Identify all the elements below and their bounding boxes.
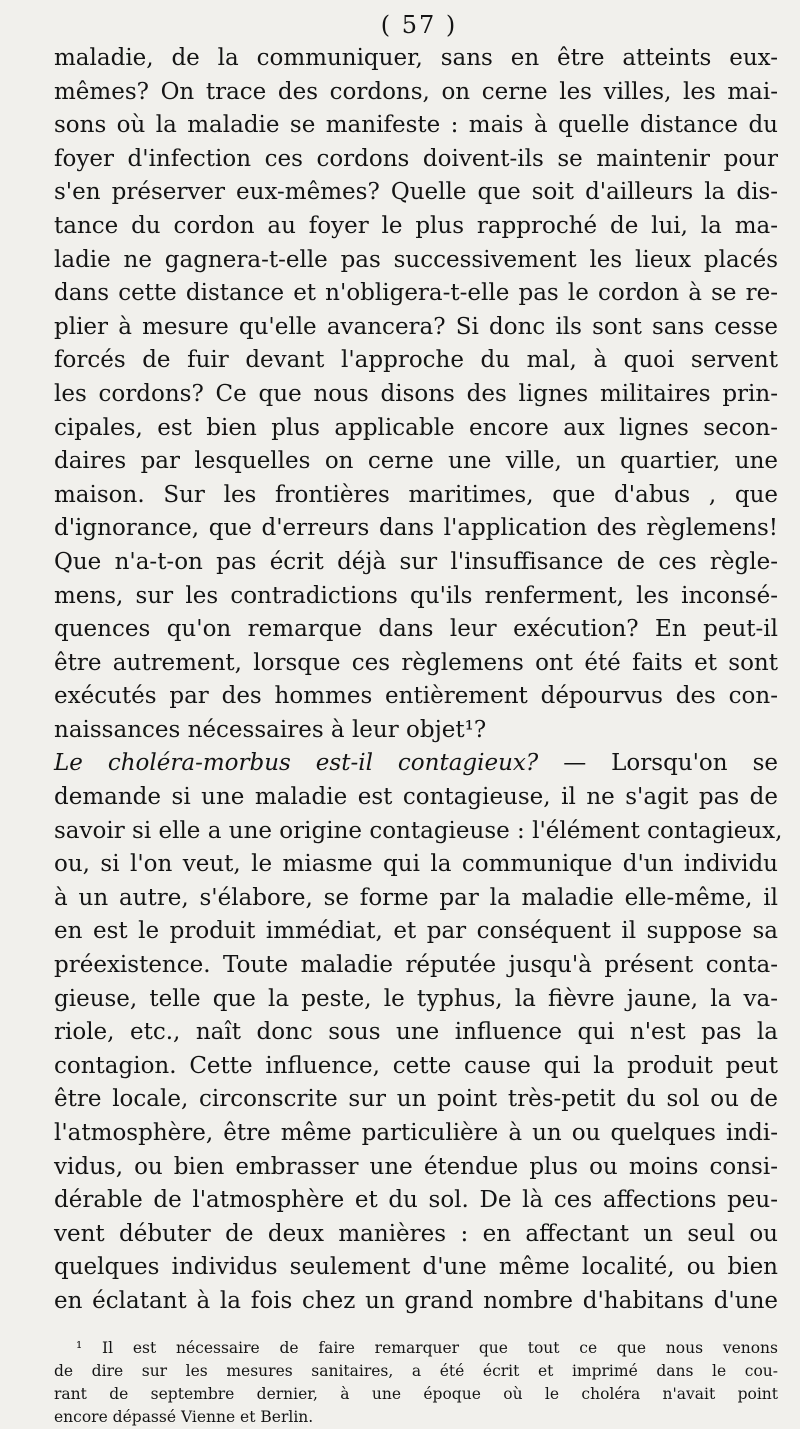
text-line: savoir si elle a une origine contagieuse : l'élément contagieux, [54,817,783,844]
footnote-line: encore dépassé Vienne et Berlin. [54,1407,314,1426]
text-line: forcés de fuir devant l'approche du mal, à quoi servent [54,347,778,374]
text-line: dans cette distance et n'obligera-t-elle pas le cordon à se re- [54,280,778,307]
text-line: dérable de l'atmosphère et du sol. De là ces affections peu- [54,1187,778,1214]
text-line: sons où la maladie se manifeste : mais à quelle distance du [54,112,778,139]
text-line: cipales, est bien plus applicable encore aux lignes secon- [54,414,778,441]
text-line: exécutés par des hommes entièrement dépourvus des con- [54,683,778,710]
text-line: vidus, ou bien embrasser une étendue plus ou moins consi- [54,1153,778,1180]
text-line: contagion. Cette influence, cette cause qui la produit peut [54,1052,778,1079]
text-line: maladie, de la communiquer, sans en être atteints eux- [54,45,778,71]
footnote-line: de dire sur les mesures sanitaires, a été écrit et imprimé dans le cou- [54,1361,778,1380]
footnote-line: ¹ Il est nécessaire de faire remarquer que tout ce que nous venons [76,1338,778,1357]
text-line: quelques individus seulement d'une même localité, ou bien [54,1254,778,1281]
text-line: en éclatant à la fois chez un grand nombre d'habitans d'une [54,1287,778,1314]
text-line: riole, etc., naît donc sous une influence qui n'est pas la [54,1019,778,1046]
text-line: quences qu'on remarque dans leur exécution? En peut-il [54,616,778,643]
text-line: d'ignorance, que d'erreurs dans l'application des règlemens! [54,515,778,542]
footnote [54,1337,778,1429]
text-line: être locale, circonscrite sur un point très-petit du sol ou de [54,1086,778,1113]
text-line: l'atmosphère, être même particulière à un ou quelques indi- [54,1120,778,1146]
body-text [54,42,783,1319]
text-line: les cordons? Ce que nous disons des lignes militaires prin- [54,380,778,407]
text-line: demande si une maladie est contagieuse, il ne s'agit pas de [54,784,778,811]
text-line: vent débuter de deux manières : en affectant un seul ou [54,1220,778,1247]
text-line: s'en préserver eux-mêmes? Quelle que soit d'ailleurs la dis- [54,179,778,206]
text-line: à un autre, s'élabore, se forme par la maladie elle-même, il [54,884,778,911]
text-line: daires par lesquelles on cerne une ville, un quartier, une [54,448,778,475]
text-line: être autrement, lorsque ces règlemens ont été faits et sont [54,649,778,676]
text-line: maison. Sur les frontières maritimes, que d'abus , que [54,481,778,508]
section-heading-line [54,747,778,781]
text-line: tance du cordon au foyer le plus rapproché de lui, la ma- [54,212,778,239]
heading-continuation: — Lorsqu'on se [538,750,778,777]
text-line: plier à mesure qu'elle avancera? Si donc ils sont sans cesse [54,313,778,340]
footnote-line: rant de septembre dernier, à une époque où le choléra n'avait point [54,1384,778,1403]
text-line: gieuse, telle que la peste, le typhus, la fièvre jaune, la va- [54,985,778,1012]
page-number: ( 57 ) [380,11,458,39]
text-line: naissances nécessaires à leur objet¹? [54,716,487,743]
text-line: mêmes? On trace des cordons, on cerne les villes, les mai- [54,78,778,105]
text-line: préexistence. Toute maladie réputée jusqu'à présent conta- [54,952,778,979]
section-heading: Le choléra-morbus est-il contagieux? [54,750,539,777]
text-line: en est le produit immédiat, et par conséquent il suppose sa [54,918,778,945]
text-line: ladie ne gagnera-t-elle pas successivement les lieux placés [54,246,778,273]
text-line: Que n'a-t-on pas écrit déjà sur l'insuffisance de ces règle- [54,548,778,575]
text-line: foyer d'infection ces cordons doivent-ils se maintenir pour [54,145,778,172]
text-line: ou, si l'on veut, le miasme qui la communique d'un individu [54,851,778,878]
text-line: mens, sur les contradictions qu'ils renferment, les inconsé- [54,582,778,609]
